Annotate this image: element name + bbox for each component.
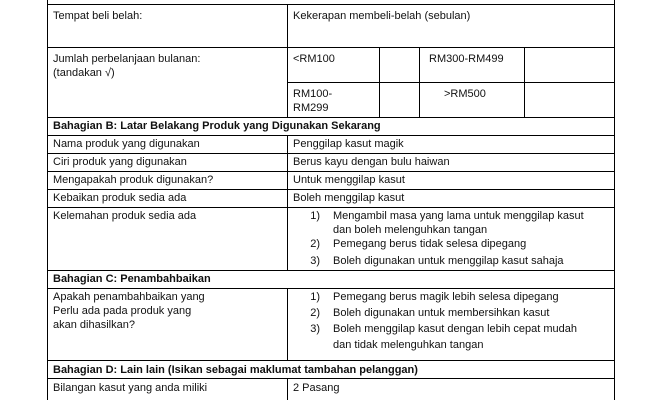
section-c-title: Bahagian C: Penambahbaikan [53,273,211,285]
monthly-spending-hint: (tandakan √) [53,67,115,79]
table-rule [379,47,380,117]
weakness-item: Pemegang berus tidak selesa dipegang [333,238,527,250]
section-b-row-value: Berus kayu dengan bulu haiwan [293,156,450,168]
table-rule [287,288,288,360]
table-rule [47,0,48,400]
weakness-label: Kelemahan produk sedia ada [53,210,197,222]
section-b-row-label: Nama produk yang digunakan [53,138,200,150]
frequency-label: Kekerapan membeli-belah (sebulan) [293,10,471,22]
table-rule [47,153,615,154]
list-number: 2) [310,238,320,250]
section-b-row-label: Ciri produk yang digunakan [53,156,187,168]
section-b-title: Bahagian B: Latar Belakang Produk yang Digunakan Sekarang [53,120,381,132]
table-rule [47,117,615,118]
table-rule [47,171,615,172]
section-b-row-value: Boleh menggilap kasut [293,192,405,204]
table-rule [47,207,615,208]
option-under-100: <RM100 [293,53,335,65]
survey-table [47,0,615,400]
weakness-item: Boleh digunakan untuk menggilap kasut sahaja [333,255,564,267]
section-b-row-value: Penggilap kasut magik [293,138,404,150]
table-rule [419,47,420,117]
table-rule [47,135,615,136]
shoes-count-label: Bilangan kasut yang anda miliki [53,382,208,394]
weakness-item-continued: dan boleh melenguhkan tangan [333,224,488,236]
option-300-499: RM300-RM499 [429,53,504,65]
improvement-item: Boleh digunakan untuk membersihkan kasut [333,307,550,319]
shoes-count-value: 2 Pasang [293,382,340,394]
table-rule [287,4,288,117]
improvement-item: Boleh menggilap kasut dengan lebih cepat mudah [333,323,578,335]
improvement-question: Apakah penambahbaikan yang [53,291,205,303]
improvement-question: Perlu ada pada produk yang [53,305,192,317]
list-number: 2) [310,307,320,319]
table-rule [47,378,615,379]
section-b-row-label: Mengapakah produk digunakan? [53,174,214,186]
table-rule [47,47,615,48]
option-over-500: >RM500 [444,88,486,100]
weakness-item: Mengambil masa yang lama untuk menggilap kasut [333,210,584,222]
table-rule [47,4,615,5]
table-rule [287,135,288,270]
list-number: 3) [310,255,320,267]
table-rule [47,270,615,271]
monthly-spending-label: Jumlah perbelanjaan bulanan: [53,53,201,65]
place-label: Tempat beli belah: [53,10,143,22]
section-b-row-value: Untuk menggilap kasut [293,174,405,186]
list-number: 3) [310,323,320,335]
improvement-item: Pemegang berus magik lebih selesa dipegang [333,291,559,303]
table-rule [287,82,615,83]
section-b-row-label: Kebaikan produk sedia ada [53,192,187,204]
table-rule [614,0,615,400]
table-rule [47,360,615,361]
table-rule [47,288,615,289]
table-rule [47,189,615,190]
option-100-299-line1: RM100- [293,88,333,100]
improvement-item-continued: dan tidak melenguhkan tangan [333,339,484,351]
improvement-question: akan dihasilkan? [53,319,135,331]
table-rule [524,47,525,117]
option-100-299-line2: RM299 [293,102,329,114]
table-rule [287,378,288,400]
list-number: 1) [310,210,320,222]
section-d-title: Bahagian D: Lain lain (Isikan sebagai maklumat tambahan pelanggan) [53,364,418,376]
list-number: 1) [310,291,320,303]
